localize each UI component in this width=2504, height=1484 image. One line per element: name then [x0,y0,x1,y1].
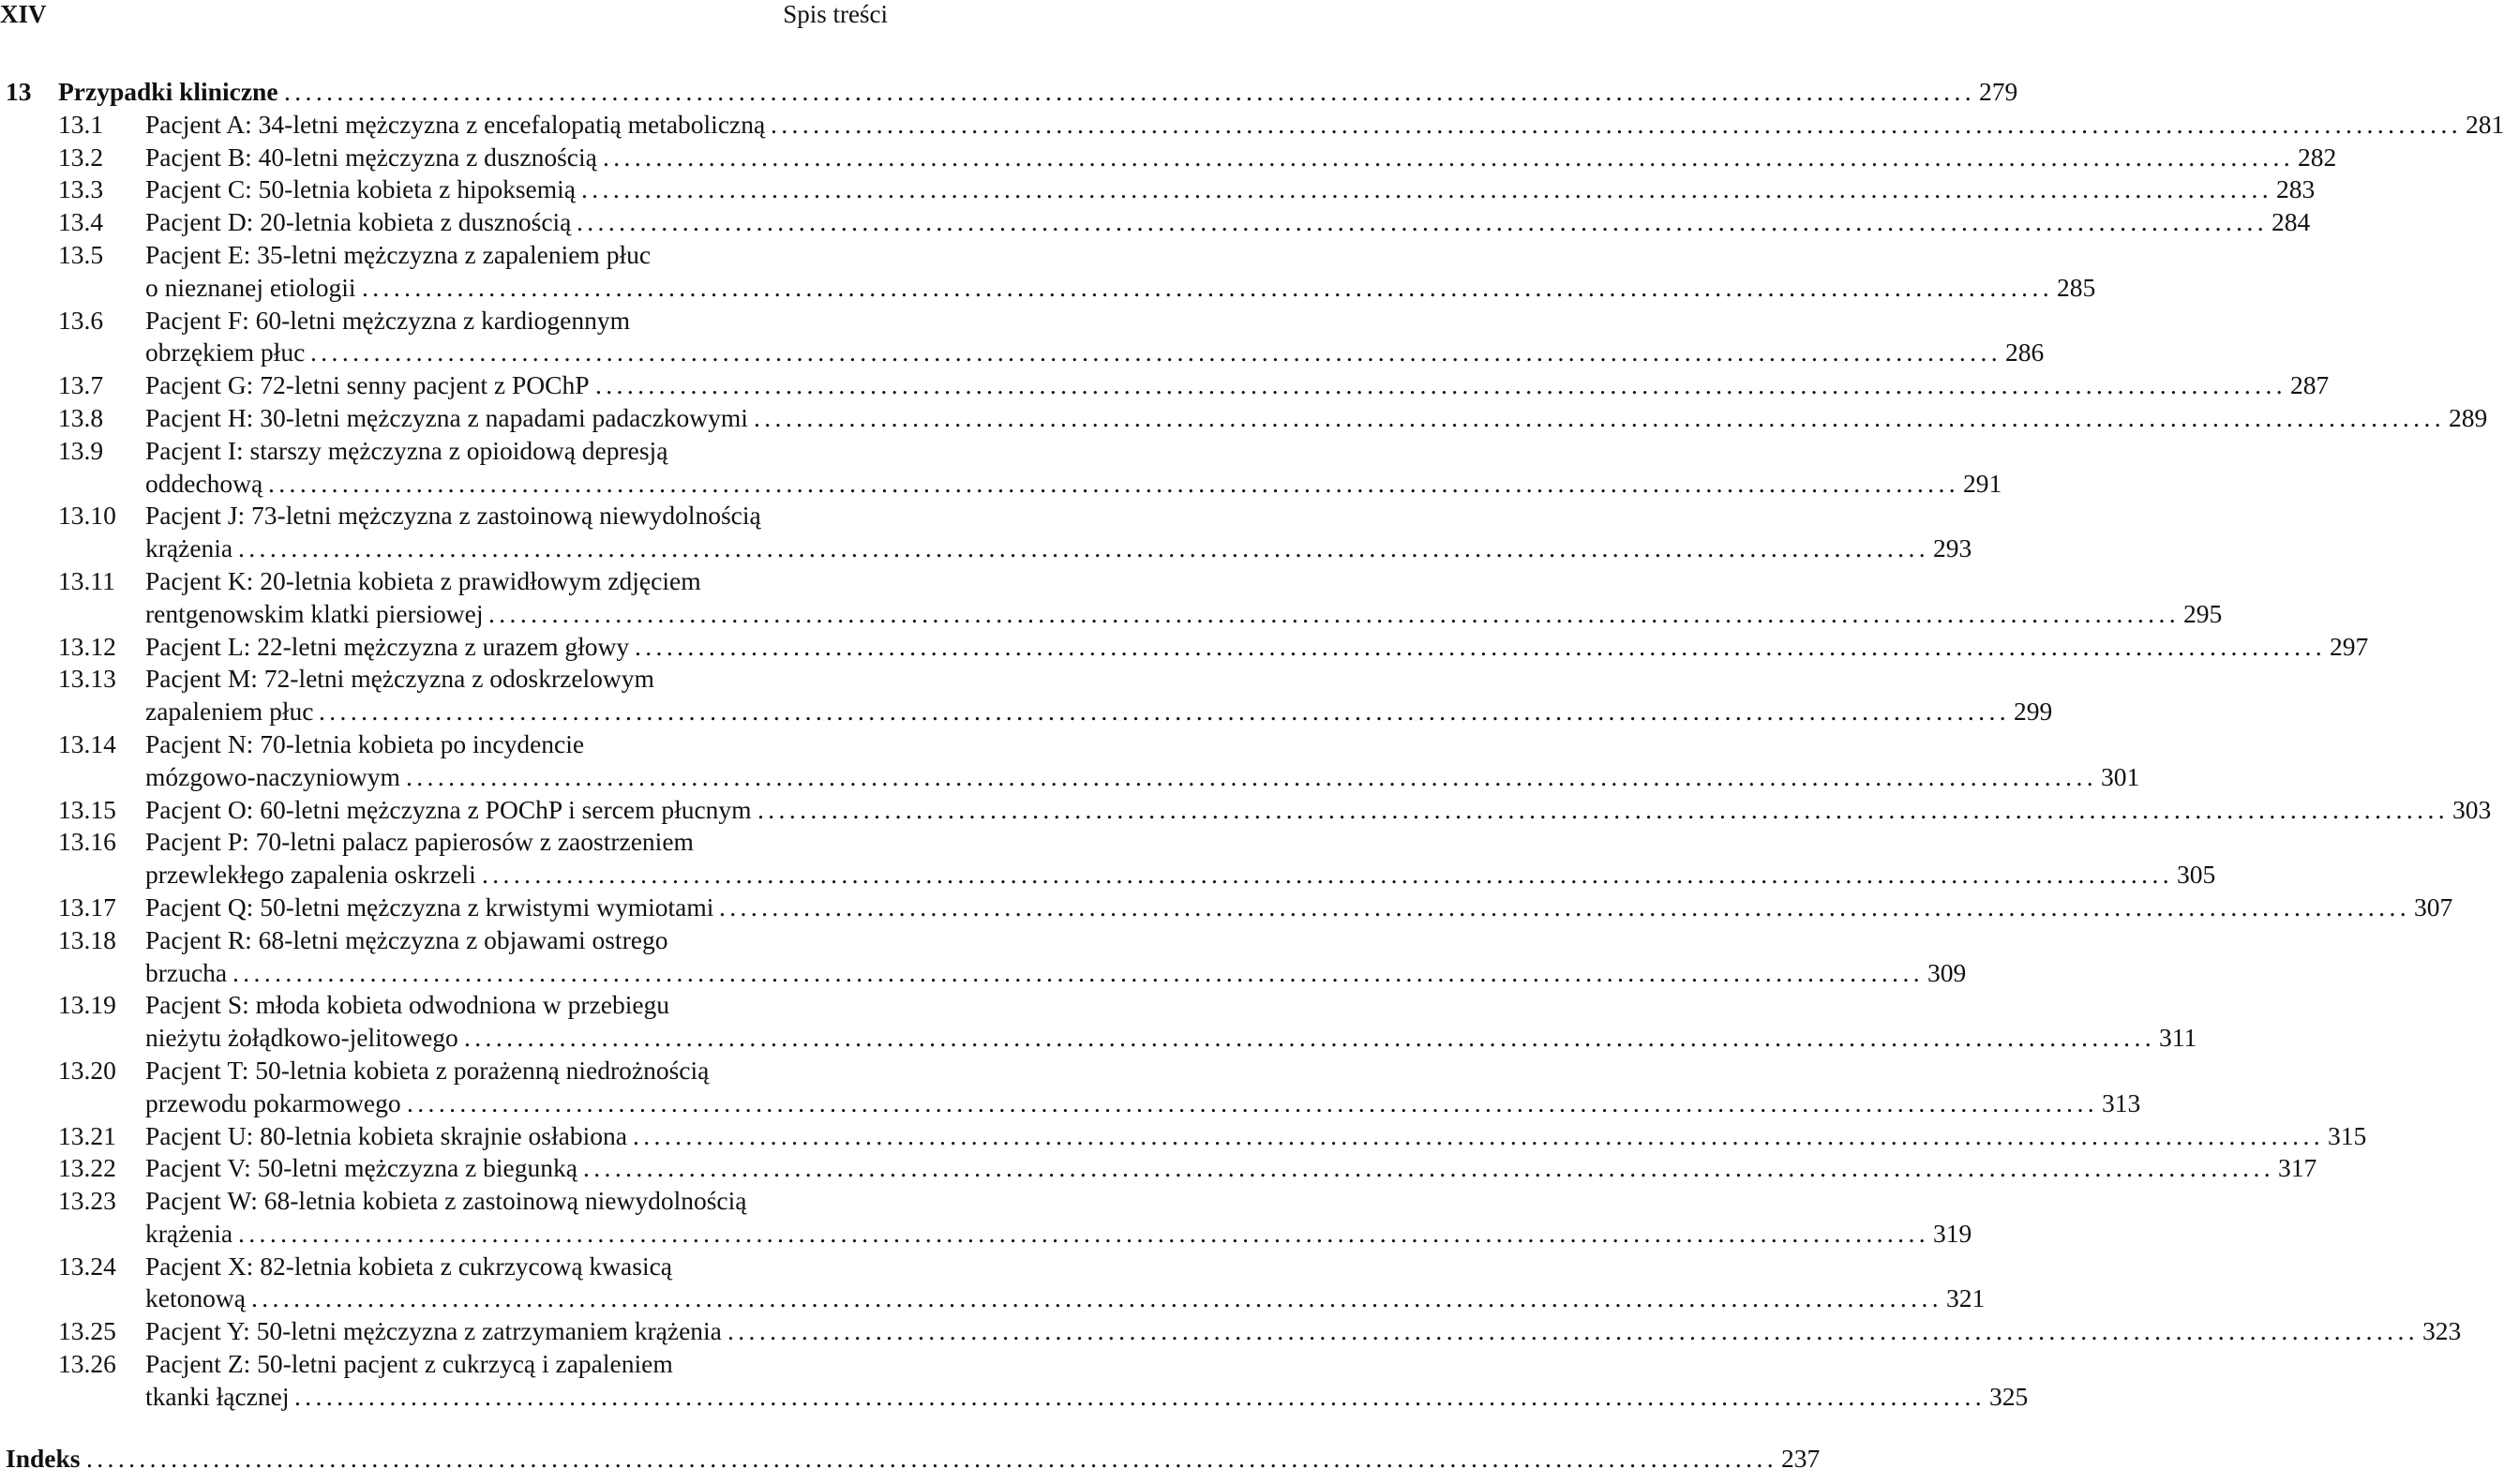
entry-title: Pacjent O: 60-letni mężczyzna z POChP i sercem płucnym [145,794,752,824]
entry-page: 286 [2005,337,2045,367]
table-of-contents [0,76,2504,1414]
dot-leader: ................................................................................................................................................................ [577,207,2268,237]
entry-title: Pacjent F: 60-letni mężczyzna z kardiogennym [145,305,630,335]
dot-leader: ................................................................................................................................................................ [294,1381,1986,1411]
chapter-entry[interactable] [0,76,2018,109]
entry-number: 13.25 [58,1316,116,1346]
entry-number: 13.8 [58,402,104,432]
entry-leader [581,173,2316,206]
entry-title: Pacjent D: 20-letnia kobieta z dusznością [145,207,572,237]
entry-number: 13.5 [58,239,104,269]
toc-entry[interactable] [0,1120,2367,1153]
entry-page: 295 [2183,598,2223,628]
dot-leader: ................................................................................................................................................................ [319,697,2010,727]
entry-title: ketonową [145,1283,246,1313]
dot-leader: ................................................................................................................................................................ [268,468,1959,498]
entry-page: 315 [2328,1120,2367,1150]
entry-leader [754,402,2488,435]
index-title: Indeks [6,1444,81,1473]
entry-title: zapaleniem płuc [145,697,314,727]
entry-title: Pacjent T: 50-letnia kobieta z porażenną niedrożnością [145,1055,710,1085]
index-leader [86,1443,1821,1476]
entry-title: Pacjent X: 82-letnia kobieta z cukrzycową kwasicą [145,1251,672,1281]
entry-number: 13.26 [58,1349,116,1379]
entry-leader [757,794,2492,827]
entry-title: Pacjent S: młoda kobieta odwodniona w przebiegu [145,990,670,1020]
entry-title: krążenia [145,533,233,563]
entry-page: 282 [2298,142,2337,172]
entry-page: 323 [2422,1316,2462,1346]
entry-leader [294,1381,2029,1414]
dot-leader: ................................................................................................................................................................ [362,272,2053,302]
index-page: 237 [1781,1444,1821,1473]
toc-entry[interactable] [0,109,2504,142]
entry-leader [603,142,2337,174]
entry-number: 13.23 [58,1186,116,1216]
entry-leader [727,1315,2462,1348]
chapter-title: Przypadki kliniczne [58,77,278,106]
dot-leader: ................................................................................................................................................................ [238,1218,1929,1248]
toc-entry[interactable] [0,369,2330,402]
entry-page: 325 [1989,1381,2029,1411]
entry-leader [238,532,1972,565]
entry-leader [407,1087,2141,1120]
entry-leader [595,369,2330,402]
entry-title: mózgowo-naczyniowym [145,761,400,791]
dot-leader: ................................................................................................................................................................ [86,1444,1777,1473]
entry-title: Pacjent Z: 50-letni pacjent z cukrzycą i zapaleniem [145,1349,673,1379]
entry-number: 13.16 [58,827,116,857]
dot-leader: ................................................................................................................................................................ [310,337,2002,367]
entry-number: 13.12 [58,631,116,661]
toc-entry[interactable] [0,1185,881,1218]
page-header [0,0,888,32]
entry-title: Pacjent B: 40-letni mężczyzna z dusznością [145,142,597,172]
toc-entry[interactable] [0,892,2453,924]
entry-title: brzucha [145,957,228,987]
entry-number: 13.14 [58,728,116,758]
entry-number: 13.1 [58,109,104,139]
chapter-page: 279 [1979,77,2018,106]
entry-title: Pacjent M: 72-letni mężczyzna z odoskrzelowym [145,664,654,694]
entry-title: Pacjent H: 30-letni mężczyzna z napadami padaczkowymi [145,402,748,432]
entry-title: Pacjent I: starszy mężczyzna z opioidową depresją [145,435,668,465]
entry-number: 13.3 [58,174,104,204]
entry-page: 305 [2177,860,2216,890]
entry-page: 309 [1927,957,1967,987]
entry-page: 291 [1963,468,2002,498]
entry-title: obrzękiem płuc [145,337,306,367]
toc-entry-continuation[interactable] [0,272,2096,305]
entry-number: 13.6 [58,305,104,335]
entry-title: krążenia [145,1218,233,1248]
entry-page: 313 [2102,1087,2141,1117]
entry-number: 13.21 [58,1120,116,1150]
entry-title: o nieznanej etiologii [145,272,356,302]
dot-leader: ................................................................................................................................................................ [284,77,1975,106]
toc-entry-continuation[interactable] [0,598,2223,631]
dot-leader: ................................................................................................................................................................ [633,1120,2324,1150]
entry-leader [464,1022,2197,1055]
entry-page: 283 [2276,174,2316,204]
entry-page: 307 [2414,892,2453,922]
entry-number: 13.13 [58,664,116,694]
chapter-number: 13 [6,77,32,106]
entry-leader [319,696,2053,728]
entry-leader [310,337,2045,369]
chapter-leader [284,76,2018,109]
toc-entry-continuation[interactable] [0,532,1972,565]
entry-leader [577,206,2311,239]
toc-entry-continuation[interactable] [0,957,1967,990]
entry-leader [268,468,2002,501]
toc-entry[interactable] [0,435,881,468]
entry-number: 13.9 [58,435,104,465]
toc-entry-continuation[interactable] [0,696,2053,728]
toc-entry[interactable] [0,728,881,761]
dot-leader: ................................................................................................................................................................ [719,892,2410,922]
toc-entry-continuation[interactable] [0,337,2045,369]
dot-leader: ................................................................................................................................................................ [464,1023,2155,1053]
entry-page: 303 [2452,794,2492,824]
entry-number: 13.15 [58,794,116,824]
toc-entry[interactable] [0,924,881,957]
entry-page: 317 [2278,1153,2317,1183]
entry-title: Pacjent E: 35-letni mężczyzna z zapaleniem płuc [145,239,652,269]
toc-entry[interactable] [0,500,881,532]
toc-entry[interactable] [0,1315,2462,1348]
dot-leader: ................................................................................................................................................................ [635,631,2326,661]
index-entry[interactable] [0,1443,1821,1476]
entry-leader [232,957,1967,990]
dot-leader: ................................................................................................................................................................ [407,1087,2098,1117]
entry-number: 13.20 [58,1055,116,1085]
entry-title: Pacjent L: 22-letni mężczyzna z urazem głowy [145,631,630,661]
entry-leader [633,1120,2367,1153]
entry-page: 284 [2272,207,2311,237]
dot-leader: ................................................................................................................................................................ [757,794,2449,824]
entry-number: 13.17 [58,892,116,922]
toc-entry[interactable] [0,826,881,859]
toc-entry[interactable] [0,1348,881,1381]
entry-leader [238,1218,1972,1251]
entry-page: 301 [2101,761,2140,791]
toc-entry[interactable] [0,402,2488,435]
dot-leader: ................................................................................................................................................................ [727,1316,2419,1346]
entry-title: rentgenowskim klatki piersiowej [145,598,484,628]
entry-number: 13.11 [58,565,115,595]
entry-page: 289 [2449,402,2488,432]
toc-entry-continuation[interactable] [0,1022,2197,1055]
entry-page: 293 [1933,533,1972,563]
entry-page: 285 [2057,272,2096,302]
dot-leader: ................................................................................................................................................................ [238,533,1929,563]
toc-entry-continuation[interactable] [0,1218,1972,1251]
entry-title: Pacjent J: 73-letni mężczyzna z zastoinową niewydolnością [145,501,761,531]
entry-number: 13.24 [58,1251,116,1281]
toc-entry[interactable] [0,142,2337,174]
dot-leader: ................................................................................................................................................................ [603,142,2294,172]
entry-leader [488,598,2223,631]
entry-page: 311 [2159,1023,2197,1053]
toc-entry[interactable] [0,1152,2317,1185]
entry-title: Pacjent P: 70-letni palacz papierosów z zaostrzeniem [145,827,694,857]
toc-entry-continuation[interactable] [0,468,2002,501]
toc-entry[interactable] [0,631,2369,664]
entry-title: Pacjent Q: 50-letni mężczyzna z krwistymi wymiotami [145,892,714,922]
entry-page: 297 [2330,631,2369,661]
toc-entry-continuation[interactable] [0,859,2216,892]
entry-leader [635,631,2369,664]
entry-title: oddechową [145,468,263,498]
toc-entry[interactable] [0,989,881,1022]
entry-number: 13.19 [58,990,116,1020]
entry-title: Pacjent N: 70-letnia kobieta po incydencie [145,728,585,758]
entry-title: nieżytu żołądkowo-jelitowego [145,1023,458,1053]
dot-leader: ................................................................................................................................................................ [406,761,2097,791]
entry-leader [771,109,2504,142]
entry-title: Pacjent G: 72-letni senny pacjent z POChP [145,370,590,400]
toc-entry-continuation[interactable] [0,761,2140,794]
dot-leader: ................................................................................................................................................................ [251,1283,1942,1313]
entry-title: Pacjent C: 50-letnia kobieta z hipoksemią [145,174,576,204]
entry-leader [482,859,2216,892]
running-title: Spis treści [783,0,888,28]
toc-entry[interactable] [0,173,2316,206]
entry-page: 321 [1946,1283,1986,1313]
entry-leader [251,1282,1986,1315]
entry-page: 319 [1933,1218,1972,1248]
entry-page: 287 [2290,370,2330,400]
toc-entry[interactable] [0,305,881,337]
toc-entry[interactable] [0,565,881,598]
dot-leader: ................................................................................................................................................................ [232,957,1924,987]
entry-title: Pacjent Y: 50-letni mężczyzna z zatrzymaniem krążenia [145,1316,722,1346]
toc-entry-continuation[interactable] [0,1381,2029,1414]
entry-title: przewlekłego zapalenia oskrzeli [145,860,476,890]
dot-leader: ................................................................................................................................................................ [754,402,2445,432]
entry-title: Pacjent A: 34-letni mężczyzna z encefalopatią metaboliczną [145,109,766,139]
entry-leader [719,892,2453,924]
toc-entry-continuation[interactable] [0,1282,1986,1315]
entry-leader [583,1152,2317,1185]
entry-title: przewodu pokarmowego [145,1087,401,1117]
entry-number: 13.4 [58,207,104,237]
dot-leader: ................................................................................................................................................................ [482,860,2173,890]
toc-entry-continuation[interactable] [0,1087,2141,1120]
entry-page: 299 [2014,697,2053,727]
entry-title: Pacjent K: 20-letnia kobieta z prawidłowym zdjęciem [145,565,701,595]
dot-leader: ................................................................................................................................................................ [583,1153,2274,1183]
entry-number: 13.10 [58,501,116,531]
entry-number: 13.7 [58,370,104,400]
entry-title: Pacjent W: 68-letnia kobieta z zastoinową niewydolnością [145,1186,747,1216]
dot-leader: ................................................................................................................................................................ [488,598,2180,628]
page-number: XIV [0,0,47,28]
entry-title: tkanki łącznej [145,1381,290,1411]
dot-leader: ................................................................................................................................................................ [771,109,2462,139]
toc-entry[interactable] [0,206,2311,239]
toc-entry[interactable] [0,1055,881,1087]
toc-entry[interactable] [0,1251,881,1283]
entry-number: 13.22 [58,1153,116,1183]
toc-entry[interactable] [0,239,881,272]
toc-entry[interactable] [0,663,881,696]
dot-leader: ................................................................................................................................................................ [581,174,2272,204]
entry-number: 13.18 [58,924,116,954]
entry-title: Pacjent R: 68-letni mężczyzna z objawami ostrego [145,924,668,954]
toc-entry[interactable] [0,794,2492,827]
dot-leader: ................................................................................................................................................................ [595,370,2287,400]
entry-page: 281 [2466,109,2504,139]
entry-number: 13.2 [58,142,104,172]
entry-leader [406,761,2140,794]
entry-leader [362,272,2096,305]
entry-title: Pacjent U: 80-letnia kobieta skrajnie osłabiona [145,1120,627,1150]
entry-title: Pacjent V: 50-letni mężczyzna z biegunką [145,1153,577,1183]
